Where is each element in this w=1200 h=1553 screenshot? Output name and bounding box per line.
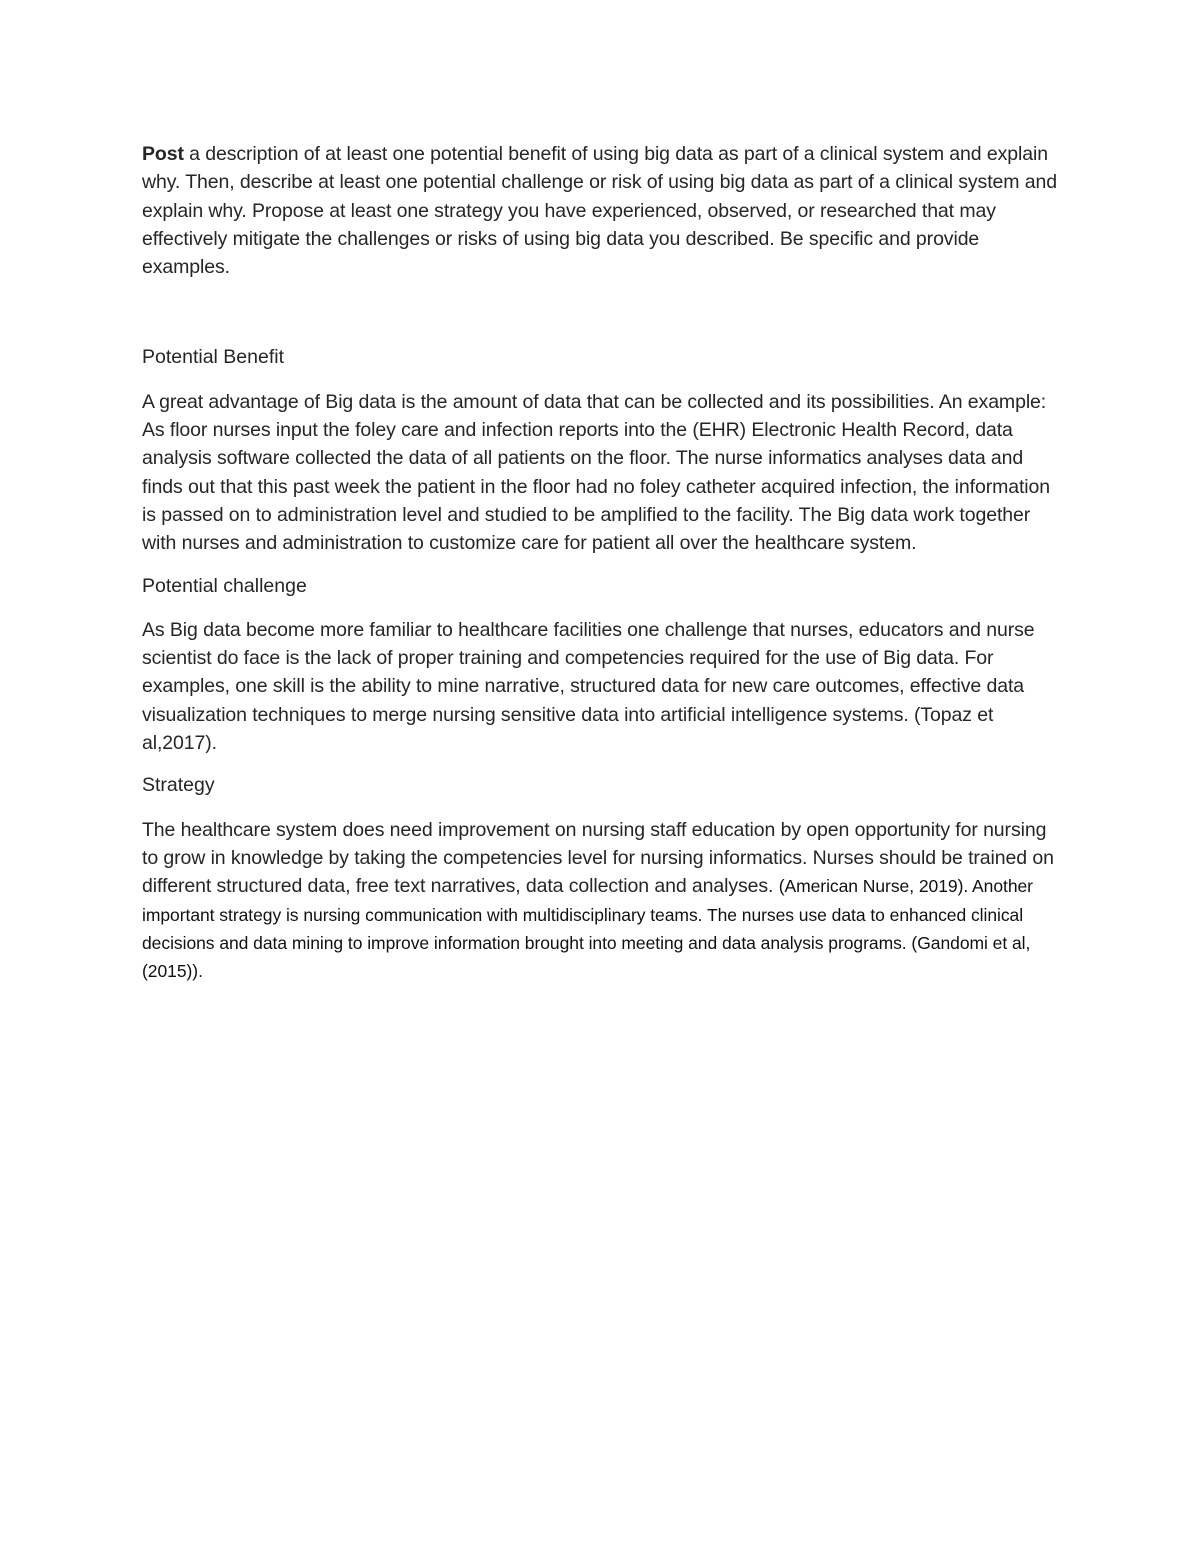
strategy-paragraph: [142, 816, 1067, 986]
challenge-heading: Potential challenge: [142, 574, 307, 597]
prompt-text: a description of at least one potential benefit of using big data as part of a clinical system and explain why. Then, describe at least one potential challenge or risk of using big data as part of a clinical system and explain why. Propose at least one strategy you have experienced, observed, or researched that may effectively mitigate the challenges or risks of using big data you described. Be specific and provide examples.: [142, 143, 1057, 279]
assignment-prompt: [142, 140, 1067, 281]
strategy-heading: Strategy: [142, 774, 215, 797]
challenge-paragraph: As Big data become more familiar to healthcare facilities one challenge that nurses, educators and nurse scientist do face is the lack of proper training and competencies required for the use of Big data. For examples, one skill is the ability to mine narrative, structured data for new care outcomes, effective data visualization techniques to merge nursing sensitive data into artificial intelligence systems. (Topaz et al,2017).: [142, 618, 1035, 755]
benefit-heading: Potential Benefit: [142, 346, 285, 369]
strategy-text-part2: (American Nurse, 2019). Another important strategy is nursing communication with multidisciplinary teams. The nurses use data to enhanced clinical decisions and data mining to improve information brought into meeting and data analysis programs. (Gandomi et al,(2015)).: [142, 876, 1033, 982]
strategy-text-part1: The healthcare system does need improvement on nursing staff education by open opportunity for nursing to grow in knowledge by taking the competencies level for nursing informatics. Nurses should be trained on different structured data, free text narratives, data collection and analyses.: [142, 818, 1054, 898]
benefit-paragraph: A great advantage of Big data is the amount of data that can be collected and its possibilities. An example: As floor nurses input the foley care and infection reports into the (EHR) Electronic Health Record, data analysis software collected the data of all patients on the floor. The nurse informatics analyses data and finds out that this past week the patient in the floor had no foley catheter acquired infection, the information is passed on to administration level and studied to be amplified to the facility. The Big data work together with nurses and administration to customize care for patient all over the healthcare system.: [142, 390, 1051, 555]
prompt-lead-word: Post: [142, 143, 184, 165]
document-content: [142, 140, 1067, 999]
